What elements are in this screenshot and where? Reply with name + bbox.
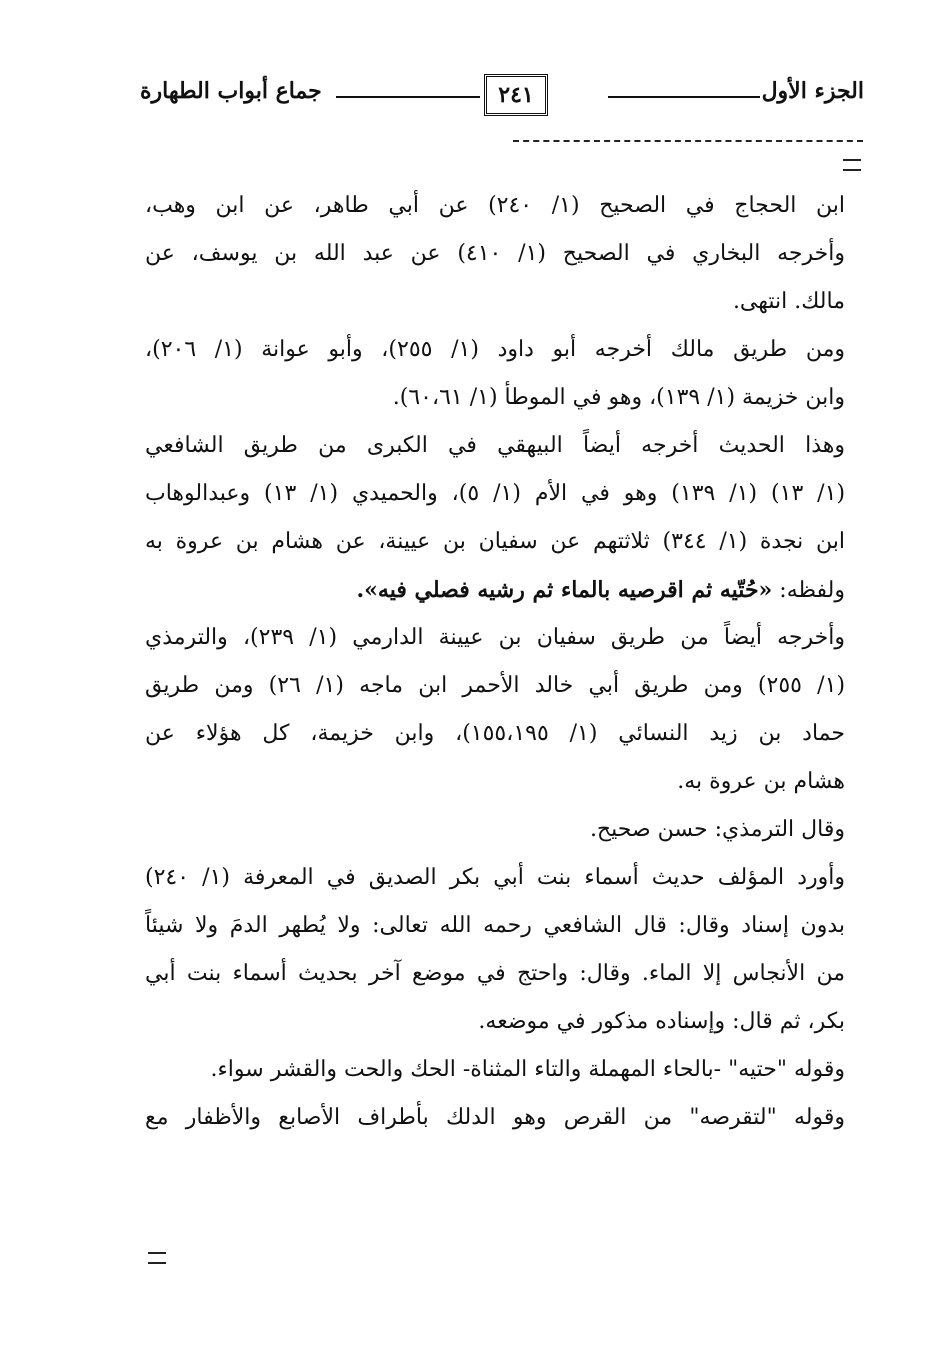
text-line: وأورد المؤلف حديث أسماء بنت أبي بكر الصديق في المعرفة (١/ ٢٤٠) — [145, 865, 845, 890]
text-line: (١/ ٢٥٥) ومن طريق أبي خالد الأحمر ابن ماجه (١/ ٢٦) ومن طريق — [145, 673, 845, 698]
text-line: بكر، ثم قال: وإسناده مذكور في موضعه. — [478, 1009, 845, 1034]
page-number: ٢٤١ — [484, 74, 548, 116]
chapter-title: جماع أبواب الطهارة — [140, 78, 322, 104]
text-line-with-quote — [145, 566, 845, 614]
text-line: حماد بن زيد النسائي (١/ ١٥٥،١٩٥)، وابن خزيمة، كل هؤلاء عن — [145, 721, 845, 746]
text-line: وقوله "حتيه" -بالحاء المهملة والتاء المثناة- الحك والحت والقشر سواء. — [210, 1057, 845, 1082]
text-line: (١/ ١٣) (١/ ١٣٩) وهو في الأم (١/ ٥)، والحميدي (١/ ١٣) وعبدالوهاب — [145, 481, 845, 506]
text-line: ابن الحجاج في الصحيح (١/ ٢٤٠) عن أبي طاهر، عن ابن وهب، — [145, 193, 845, 218]
part-label: الجزء الأول — [761, 78, 864, 104]
text-line: هشام بن عروة به. — [677, 769, 845, 794]
hadith-quote: «حُتّيه ثم اقرصيه بالماء ثم رشيه فصلي فيه». — [356, 577, 773, 603]
header-rule — [608, 96, 760, 98]
text-line: وأخرجه أيضاً من طريق سفيان بن عيينة الدارمي (١/ ٢٣٩)، والترمذي — [145, 625, 845, 650]
text-line: وابن خزيمة (١/ ١٣٩)، وهو في الموطأ (١/ ٦٠،٦١). — [392, 385, 845, 410]
text-line: من الأنجاس إلا الماء. وقال: واحتج في موضع آخر بحديث أسماء بنت أبي — [145, 961, 845, 986]
text-line: بدون إسناد وقال: قال الشافعي رحمه الله تعالى: ولا يُطهر الدمَ ولا شيئاً — [145, 913, 845, 938]
quote-intro: ولفظه: — [772, 578, 845, 603]
text-line: وهذا الحديث أخرجه أيضاً البيهقي في الكبرى من طريق الشافعي — [145, 433, 845, 458]
continuation-mark — [148, 1252, 166, 1264]
text-line: وأخرجه البخاري في الصحيح (١/ ٤١٠) عن عبد الله بن يوسف، عن — [145, 241, 845, 266]
running-header — [140, 72, 864, 120]
footnote-text — [145, 182, 845, 1142]
text-line: ابن نجدة (١/ ٣٤٤) ثلاثتهم عن سفيان بن عيينة، عن هشام بن عروة به — [145, 529, 845, 554]
text-line: مالك. انتهى. — [732, 289, 845, 314]
text-line: ومن طريق مالك أخرجه أبو داود (١/ ٢٥٥)، وأبو عوانة (١/ ٢٠٦)، — [145, 337, 845, 362]
text-line: وقوله "لتقرصه" من القرص وهو الدلك بأطراف الأصابع والأظفار مع — [145, 1105, 845, 1130]
header-rule — [336, 96, 480, 98]
continuation-mark — [843, 159, 861, 171]
text-line: وقال الترمذي: حسن صحيح. — [589, 817, 845, 842]
footnote-separator — [513, 140, 863, 142]
